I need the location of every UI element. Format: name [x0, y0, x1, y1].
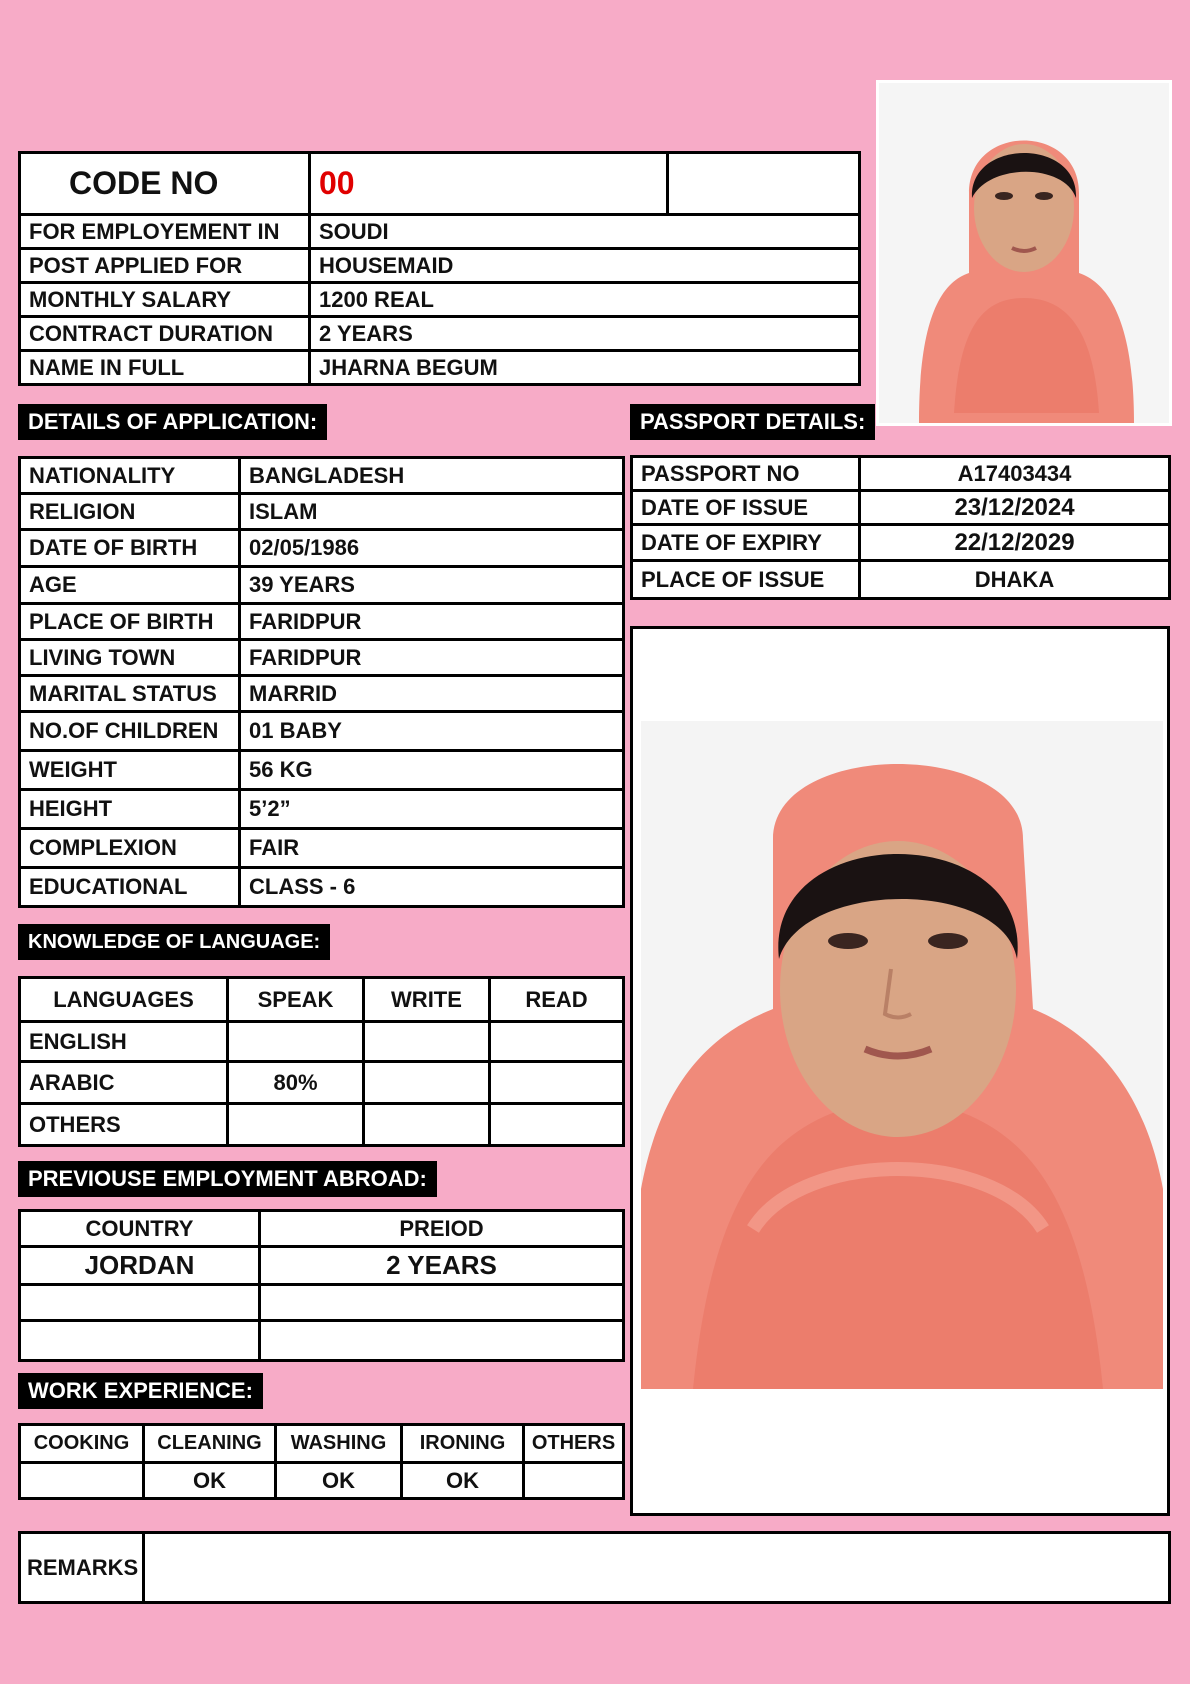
children-label: NO.OF CHILDREN	[20, 712, 240, 751]
marital-status-value: MARRID	[240, 676, 624, 712]
language-arabic: ARABIC	[20, 1062, 228, 1104]
nationality-label: NATIONALITY	[20, 458, 240, 494]
portrait-small-image	[879, 83, 1169, 423]
details-table	[18, 456, 625, 908]
full-name-label: NAME IN FULL	[20, 351, 310, 385]
children-value: 01 BABY	[240, 712, 624, 751]
portrait-small	[876, 80, 1172, 426]
english-speak	[228, 1022, 364, 1062]
others-read	[490, 1104, 624, 1146]
height-value: 5’2”	[240, 790, 624, 829]
place-of-birth-label: PLACE OF BIRTH	[20, 604, 240, 640]
work-col-cooking: COOKING	[20, 1425, 144, 1463]
employment-empty-period	[260, 1285, 624, 1321]
employment-in-label: FOR EMPLOYEMENT IN	[20, 215, 310, 249]
code-value: 00	[310, 153, 668, 215]
height-label: HEIGHT	[20, 790, 240, 829]
language-col-write: WRITE	[364, 978, 490, 1022]
employment-in-value: SOUDI	[310, 215, 860, 249]
religion-label: RELIGION	[20, 494, 240, 530]
remarks-label: REMARKS	[20, 1533, 144, 1603]
language-col-read: READ	[490, 978, 624, 1022]
work-col-ironing: IRONING	[402, 1425, 524, 1463]
language-col-speak: SPEAK	[228, 978, 364, 1022]
place-of-birth-value: FARIDPUR	[240, 604, 624, 640]
work-col-others: OTHERS	[524, 1425, 624, 1463]
portrait-large-image	[633, 629, 1167, 1513]
date-of-issue-value: 23/12/2024	[860, 491, 1170, 525]
nationality-value: BANGLADESH	[240, 458, 624, 494]
marital-status-label: MARITAL STATUS	[20, 676, 240, 712]
weight-value: 56 KG	[240, 751, 624, 790]
place-of-issue-value: DHAKA	[860, 561, 1170, 599]
date-of-expiry-label: DATE OF EXPIRY	[632, 525, 860, 561]
work-table	[18, 1423, 625, 1500]
living-town-value: FARIDPUR	[240, 640, 624, 676]
arabic-speak: 80%	[228, 1062, 364, 1104]
employment-country: JORDAN	[20, 1247, 260, 1285]
living-town-label: LIVING TOWN	[20, 640, 240, 676]
portrait-large	[630, 626, 1170, 1516]
work-col-cleaning: CLEANING	[144, 1425, 276, 1463]
arabic-write	[364, 1062, 490, 1104]
language-english: ENGLISH	[20, 1022, 228, 1062]
post-applied-value: HOUSEMAID	[310, 249, 860, 283]
arabic-read	[490, 1062, 624, 1104]
english-read	[490, 1022, 624, 1062]
english-write	[364, 1022, 490, 1062]
employment-empty-country	[20, 1321, 260, 1361]
code-label: CODE NO	[20, 153, 310, 215]
date-of-expiry-value: 22/12/2029	[860, 525, 1170, 561]
work-others-value	[524, 1463, 624, 1499]
complexion-value: FAIR	[240, 829, 624, 868]
employment-col-country: COUNTRY	[20, 1211, 260, 1247]
work-header: WORK EXPERIENCE:	[18, 1373, 263, 1409]
work-ironing-value: OK	[402, 1463, 524, 1499]
contract-duration-value: 2 YEARS	[310, 317, 860, 351]
passport-header: PASSPORT DETAILS:	[630, 404, 875, 440]
language-header: KNOWLEDGE OF LANGUAGE:	[18, 924, 330, 960]
passport-no-label: PASSPORT NO	[632, 457, 860, 491]
code-empty-cell	[668, 153, 860, 215]
employment-header: PREVIOUSE EMPLOYMENT ABROAD:	[18, 1161, 437, 1197]
employment-empty-country	[20, 1285, 260, 1321]
date-of-issue-label: DATE OF ISSUE	[632, 491, 860, 525]
top-info-table	[18, 151, 861, 386]
work-col-washing: WASHING	[276, 1425, 402, 1463]
place-of-issue-label: PLACE OF ISSUE	[632, 561, 860, 599]
contract-duration-label: CONTRACT DURATION	[20, 317, 310, 351]
passport-no-value: A17403434	[860, 457, 1170, 491]
dob-value: 02/05/1986	[240, 530, 624, 567]
education-label: EDUCATIONAL	[20, 868, 240, 907]
details-header: DETAILS OF APPLICATION:	[18, 404, 327, 440]
employment-empty-period	[260, 1321, 624, 1361]
employment-col-period: PREIOD	[260, 1211, 624, 1247]
work-cooking-value	[20, 1463, 144, 1499]
age-value: 39 YEARS	[240, 567, 624, 604]
weight-label: WEIGHT	[20, 751, 240, 790]
work-cleaning-value: OK	[144, 1463, 276, 1499]
complexion-label: COMPLEXION	[20, 829, 240, 868]
others-write	[364, 1104, 490, 1146]
work-washing-value: OK	[276, 1463, 402, 1499]
monthly-salary-value: 1200 REAL	[310, 283, 860, 317]
passport-table	[630, 455, 1171, 600]
employment-period: 2 YEARS	[260, 1247, 624, 1285]
dob-label: DATE OF BIRTH	[20, 530, 240, 567]
post-applied-label: POST APPLIED FOR	[20, 249, 310, 283]
education-value: CLASS - 6	[240, 868, 624, 907]
religion-value: ISLAM	[240, 494, 624, 530]
language-table	[18, 976, 625, 1147]
monthly-salary-label: MONTHLY SALARY	[20, 283, 310, 317]
others-speak	[228, 1104, 364, 1146]
remarks-table	[18, 1531, 1171, 1604]
remarks-value	[144, 1533, 1170, 1603]
employment-table	[18, 1209, 625, 1362]
full-name-value: JHARNA BEGUM	[310, 351, 860, 385]
age-label: AGE	[20, 567, 240, 604]
language-col-languages: LANGUAGES	[20, 978, 228, 1022]
language-others: OTHERS	[20, 1104, 228, 1146]
